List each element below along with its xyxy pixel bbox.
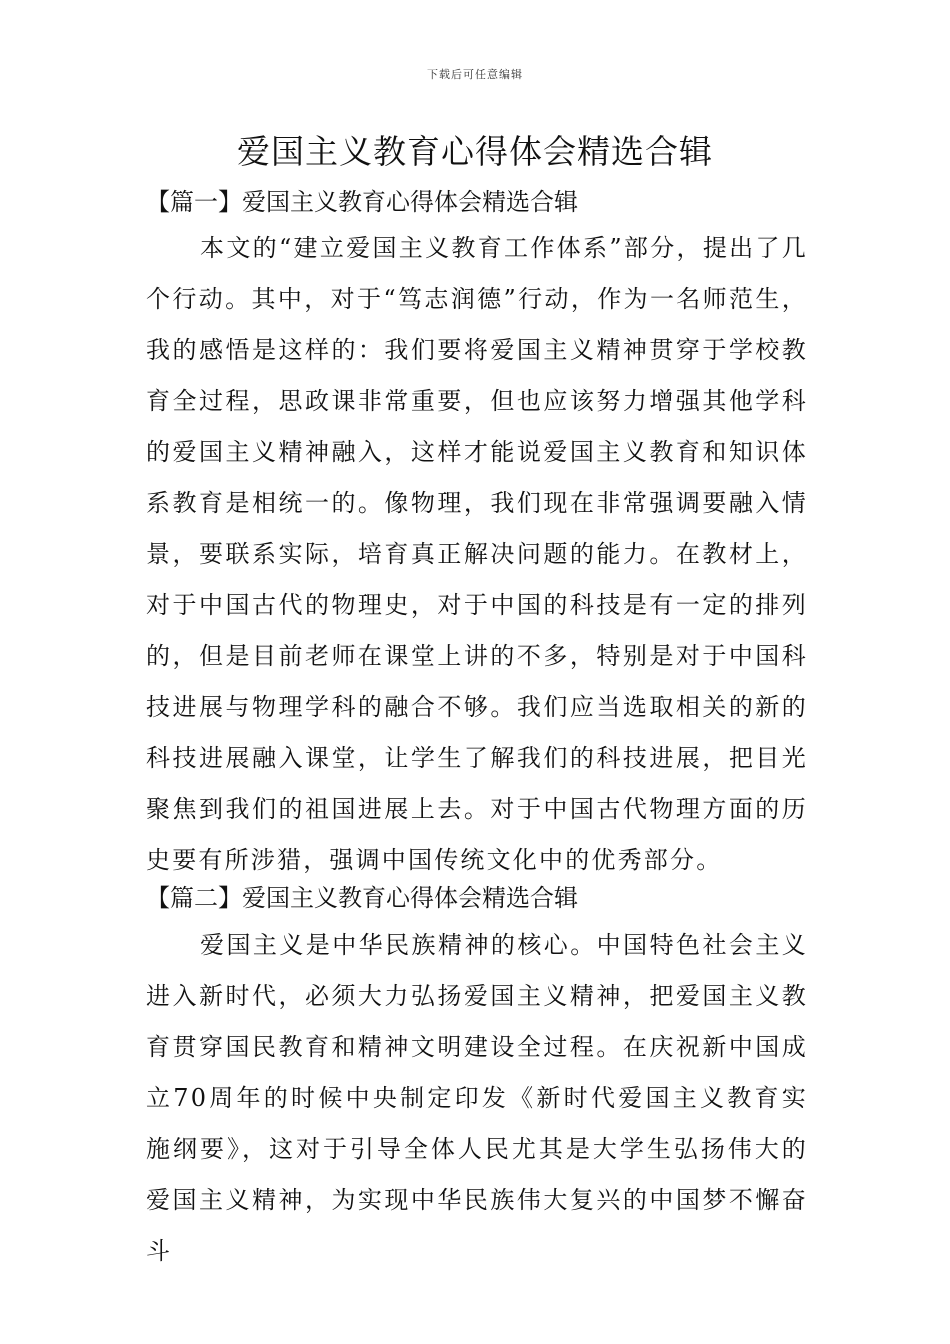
header-watermark: 下载后可任意编辑 <box>427 68 523 81</box>
section-heading-1: 【篇一】爱国主义教育心得体会精选合辑 <box>146 188 578 216</box>
document-title: 爱国主义教育心得体会精选合辑 <box>237 132 713 171</box>
section-body-1: 本文的“建立爱国主义教育工作体系”部分，提出了几个行动。其中，对于“笃志润德”行动，作为一名师范生，我的感悟是这样的：我们要将爱国主义精神贯穿于学校教育全过程，思政课非常重要，但也应该努力增强其他学科的爱国主义精神融入，这样才能说爱国主义教育和知识体系教育是相统一的。像物理，我们现在非常强调要融入情景，要联系实际，培育真正解决问题的能力。在教材上，对于中国古代的物理史，对于中国的科技是有一定的排列的，但是目前老师在课堂上讲的不多，特别是对于中国科技进展与物理学科的融合不够。我们应当选取相关的新的科技进展融入课堂，让学生了解我们的科技进展，把目光聚焦到我们的祖国进展上去。对于中国古代物理方面的历史要有所涉猎，强调中国传统文化中的优秀部分。 <box>146 234 808 874</box>
section-heading-2: 【篇二】爱国主义教育心得体会精选合辑 <box>146 884 578 912</box>
section-body-2: 爱国主义是中华民族精神的核心。中国特色社会主义进入新时代，必须大力弘扬爱国主义精神，把爱国主义教育贯穿国民教育和精神文明建设全过程。在庆祝新中国成立70周年的时候中央制定印发《新时代爱国主义教育实施纲要》，这对于引导全体人民尤其是大学生弘扬伟大的爱国主义精神，为实现中华民族伟大复兴的中国梦不懈奋斗 <box>146 931 808 1265</box>
